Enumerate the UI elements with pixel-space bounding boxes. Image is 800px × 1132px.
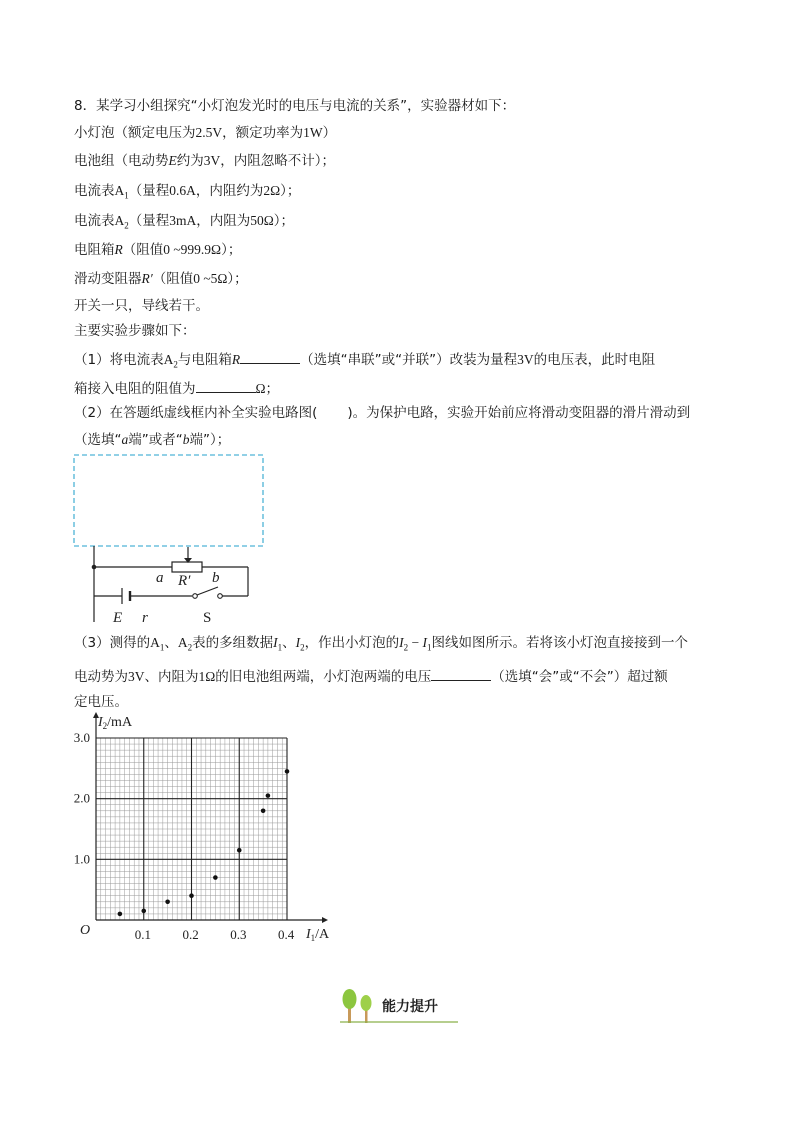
x-tick-label: 0.3 [230, 927, 247, 942]
step-2-line-1: （2）在答题纸虚线框内补全实验电路图( )。为保护电路，实验开始前应将滑动变阻器的滑片滑动到 [74, 405, 691, 421]
label-r-prime: R′ [178, 573, 191, 589]
ability-boost-banner [336, 985, 466, 1027]
data-point [213, 875, 218, 880]
junction-dot [92, 565, 97, 570]
data-point [189, 893, 194, 898]
data-point [141, 909, 146, 914]
answer-blank-resistance[interactable] [196, 377, 256, 393]
data-point [261, 809, 266, 814]
y-tick-label: 1.0 [73, 851, 90, 867]
y-tick-label: 3.0 [73, 730, 90, 745]
answer-blank-connection[interactable] [240, 348, 300, 364]
answer-blank-exceed[interactable] [431, 665, 491, 681]
material-switch: 开关一只，导线若干。 [74, 298, 209, 314]
data-point [118, 912, 123, 917]
data-point [237, 848, 242, 853]
switch-contact-left [193, 594, 198, 599]
switch-contact-right [218, 594, 223, 599]
step-3-line-2: 电动势为3V、内阻为1Ω的旧电池组两端，小灯泡两端的电压 （选填“会”或“不会”）超过额 [74, 665, 668, 687]
material-ammeter-a1: 电流表$A_1$（量程0.6A，内阻约为2Ω）； [74, 183, 301, 201]
y-axis-label: $I_2/mA$ [98, 715, 133, 731]
material-bulb: 小灯泡（额定电压为2.5V，额定功率为1W） [74, 125, 337, 141]
x-tick-label: 0.4 [278, 927, 295, 942]
x-tick-label: 0.2 [182, 927, 199, 942]
question-intro: 8．某学习小组探究“小灯泡发光时的电压与电流的关系”，实验器材如下： [74, 98, 516, 114]
rheostat-symbol [172, 562, 202, 572]
material-rheostat: 滑动变阻器R′（阻值0 ~5Ω）； [74, 271, 248, 287]
material-battery: 电池组（电动势E约为3V，内阻忽略不计）； [74, 153, 335, 169]
origin-label: O [80, 923, 91, 938]
x-tick-label: 0.1 [134, 927, 151, 942]
step-3-line-1: （3）测得的$A_1$、$A_2$表的多组数据$I_1$、$I_2$，作出小灯泡的$I_2 - I_1$图线如图所示。若将该小灯泡直接接到一个 [74, 635, 688, 653]
switch-blade[interactable] [197, 587, 218, 595]
y-tick-label: 2.0 [73, 790, 90, 806]
label-b: b [212, 570, 220, 586]
x-axis-label: $I_1/A$ [306, 927, 330, 943]
data-point [285, 769, 290, 774]
label-e: E [113, 610, 123, 626]
x-axis-arrow [322, 917, 328, 923]
data-point [266, 793, 271, 798]
label-a: a [156, 570, 164, 586]
i2-i1-graph [60, 708, 350, 953]
question-number: 8 [74, 98, 83, 114]
steps-title: 主要实验步骤如下： [74, 323, 196, 339]
banner-title: 能力提升 [382, 999, 438, 1015]
label-r: r [142, 610, 148, 626]
step-2-line-2: （选填“a端”或者“b端”）； [74, 432, 231, 448]
tick-labels [74, 730, 295, 942]
step-1-line-1: （1）将电流表$A_2$与电阻箱R （选填“串联”或“并联”）改装为量程3V的电压表，此时电阻 [74, 348, 655, 375]
step-3-line-3: 定电压。 [74, 694, 128, 710]
tree-icon [343, 989, 372, 1023]
step-1-line-2: 箱接入电阻的阻值为 Ω； [74, 377, 279, 399]
circuit-diagram [60, 450, 280, 630]
label-s: S [203, 610, 212, 626]
dashed-answer-box[interactable] [74, 455, 263, 546]
material-ammeter-a2: 电流表$A_2$（量程3mA，内阻为50Ω）； [74, 213, 295, 231]
data-point [165, 900, 170, 905]
material-resistance-box: 电阻箱R（阻值0 ~999.9Ω）； [74, 242, 242, 258]
